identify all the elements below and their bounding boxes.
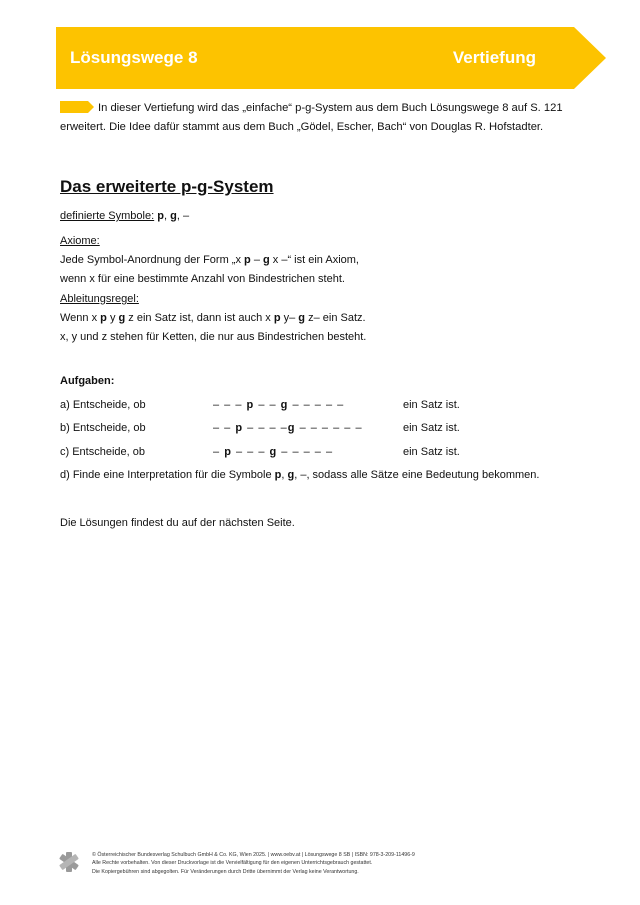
tasks-label: Aufgaben:: [60, 375, 115, 387]
task-string: – – – p – – g – – – – –: [213, 399, 345, 411]
task-suffix: ein Satz ist.: [403, 446, 460, 458]
rule-line-1: Wenn x p y g z ein Satz ist, dann ist auch x p y– g z– ein Satz.: [60, 312, 366, 324]
footer-copyright: [92, 851, 415, 876]
task-string: – – p – – – –g – – – – – –: [213, 422, 363, 434]
symbol-sep: ,: [163, 210, 171, 222]
symbols-line: [60, 207, 189, 226]
header-banner: [56, 27, 606, 89]
task-a: [60, 399, 460, 411]
rule-block: [60, 290, 366, 347]
footer-line-1: © Österreichischer Bundesverlag Schulbuch GmbH & Co. KG, Wien 2025. | www.oebv.at | Lösungswege 8 SB | ISBN: 978-3-209-11496-9: [92, 852, 415, 858]
arrow-marker-icon: [60, 101, 94, 113]
publisher-logo-icon: [58, 851, 80, 873]
task-b: [60, 422, 460, 434]
symbol-rest: , –: [176, 210, 190, 222]
task-prefix: a) Entscheide, ob: [60, 399, 146, 411]
symbol-p: p: [157, 210, 164, 222]
task-suffix: ein Satz ist.: [403, 422, 460, 434]
task-prefix: c) Entscheide, ob: [60, 446, 145, 458]
page-title: Das erweiterte p-g-System: [60, 177, 274, 196]
task-prefix: b) Entscheide, ob: [60, 422, 146, 434]
rule-label: Ableitungsregel:: [60, 293, 139, 305]
axiom-block: [60, 232, 359, 289]
axiom-label: Axiome:: [60, 235, 100, 247]
task-c: [60, 446, 460, 458]
symbol-g: g: [170, 210, 177, 222]
section-label: Vertiefung: [452, 48, 536, 67]
task-suffix: ein Satz ist.: [403, 399, 460, 411]
task-d: d) Finde eine Interpretation für die Symbole p, g, –, sodass alle Sätze eine Bedeutung bekommen.: [60, 469, 540, 481]
footer-line-2: Alle Rechte vorbehalten. Von dieser Druckvorlage ist die Vervielfältigung für den eigenen Unterrichtsgebrauch gestattet.: [92, 860, 373, 867]
footer-line-3: Die Kopiergebühren sind abgegolten. Für Veränderungen durch Dritte übernimmt der Verlag keine Verantwortung.: [92, 868, 359, 875]
intro-line-1: In dieser Vertiefung wird das „einfache“ p-g-System aus dem Buch Lösungswege 8 auf S. 121: [98, 102, 563, 114]
axiom-line-1: Jede Symbol-Anordnung der Form „x p – g x –“ ist ein Axiom,: [60, 254, 359, 266]
intro-text: [60, 99, 580, 137]
symbols-label: definierte Symbole:: [60, 210, 155, 222]
solutions-note: Die Lösungen findest du auf der nächsten Seite.: [60, 517, 295, 529]
task-string: – p – – – g – – – – –: [213, 446, 334, 458]
book-title: Lösungswege 8: [70, 48, 198, 67]
axiom-line-2: wenn x für eine bestimmte Anzahl von Bindestrichen steht.: [60, 273, 345, 285]
intro-line-2: erweitert. Die Idee dafür stammt aus dem Buch „Gödel, Escher, Bach“ von Douglas R. Hofstadter.: [60, 121, 544, 133]
rule-line-2: x, y und z stehen für Ketten, die nur aus Bindestrichen besteht.: [60, 331, 367, 343]
